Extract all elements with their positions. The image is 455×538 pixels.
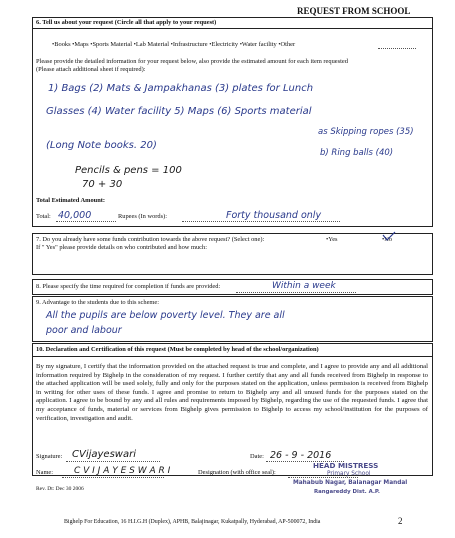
page-title: REQUEST FROM SCHOOL (297, 6, 411, 16)
date-label: Date: (250, 453, 264, 460)
q8-line (236, 292, 356, 293)
signature-label: Signature: (36, 453, 63, 460)
revision-date: Rev. Dt: Dec 30 2006 (36, 486, 84, 492)
q8-question: 8. Please specify the time required for completion if funds are provided: (36, 283, 221, 290)
hand-line-7: 70 + 30 (82, 179, 123, 190)
q10-heading-rule (32, 356, 433, 357)
hand-line-3: as Skipping ropes (35) (318, 127, 414, 137)
q6-instruction-1: Please provide the detailed information for your request below, also provide the estimated amount for each item requested (36, 58, 348, 65)
hand-line-2: Glasses (4) Water facility 5) Maps (6) Sports material (46, 106, 312, 117)
designation-line (288, 477, 358, 478)
q9-question: 9. Advantage to the students due to this scheme: (36, 299, 159, 306)
q6-heading: 6. Tell us about your request (Circle all that apply to your request) (36, 19, 217, 26)
q6-instruction-2: (Please attach additional sheet if required): (36, 66, 146, 73)
signature-value: CVijayeswari (72, 449, 136, 460)
total-label: Total Estimated Amount: (36, 197, 106, 204)
q7-followup: If " Yes" please provide details on who contributed and how much: (36, 244, 207, 251)
name-line (62, 477, 164, 478)
total-prefix: Total: (36, 213, 51, 220)
q9-answer-1: All the pupils are below poverty level. They are all (46, 310, 285, 321)
seal-line-3: Mahabub Nagar, Balanagar Mandal (293, 480, 408, 486)
q7-question: 7. Do you already have some funds contribution towards the above request? (Select one): (36, 236, 265, 243)
q8-answer: Within a week (272, 281, 336, 291)
name-value: C V I J A Y E S W A R I (74, 466, 171, 476)
seal-line-1: HEAD MISTRESS (313, 461, 379, 470)
date-value: 26 - 9 - 2016 (270, 450, 332, 461)
footer-address: Bighelp For Education, 16 H.I.G.H (Duplex), APHB, Balajinagar, Kukatpally, Hyderabad, AP-500072, India (64, 519, 321, 525)
seal-line-4: Rangareddy Dist. A.P. (314, 489, 380, 495)
total-value: 40,000 (58, 210, 92, 221)
q7-yes: •Yes (326, 236, 338, 243)
words-label: Rupees (In words): (118, 213, 167, 220)
hand-line-6: Pencils & pens = 100 (75, 165, 182, 176)
q6-heading-rule (32, 28, 433, 29)
designation-label: Designation (with office seal): (198, 469, 276, 476)
words-line (182, 221, 340, 222)
section-6 (32, 17, 433, 227)
q7-no: •No (382, 236, 393, 243)
name-label: Name: (36, 469, 54, 476)
q10-heading: 10. Declaration and Certification of this request (Must be completed by head of the school/organization) (36, 346, 319, 353)
q6-options: •Books •Maps •Sports Material •Lab Material •Infrastructure •Electricity •Water facility •Other (52, 41, 296, 48)
q9-answer-2: poor and labour (46, 325, 122, 336)
page-number: 2 (398, 516, 403, 526)
hand-line-4: (Long Note books. 20) (46, 140, 157, 151)
hand-line-5: b) Ring balls (40) (320, 148, 394, 158)
declaration-text: By my signature, I certify that the information provided on the attached request is true and complete, and I agree to provide any and all additional information required by Bighelp in the consideration of my request. I further certify that any and all funds received from Bighelp in response to the attached application will be used solely, fully and only for the purposes stated on the application, unless permission is received from Bighelp in writing for other uses of these funds. I agree and promise to return to Bighelp any and all unused funds for the purposes stated on the application. I agree to be bound by any and all rules and requirements imposed by Bighelp, regarding the use of the requested funds. I agree that my acceptance of funds, material or services from Bighelp gives permission to Bighelp to access my school/institution for the purposes of verification, investigation and audit. (36, 363, 428, 422)
check-mark-icon (382, 231, 396, 241)
hand-line-1: 1) Bags (2) Mats & Jampakhanas (3) plates for Lunch (48, 83, 314, 94)
signature-line (66, 461, 160, 462)
words-value: Forty thousand only (226, 210, 322, 221)
total-line (56, 221, 116, 222)
seal-line-2: Primary School (327, 471, 371, 477)
other-line (378, 48, 416, 49)
